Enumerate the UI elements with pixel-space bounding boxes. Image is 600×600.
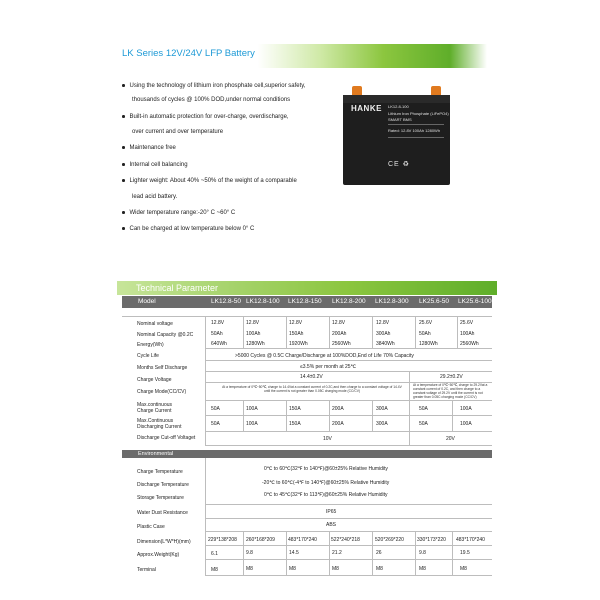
divider (286, 400, 287, 431)
row-label: Max.continuous (137, 402, 173, 408)
row-label: Max.Continuous (137, 418, 174, 424)
cell: 12.8V (289, 320, 303, 326)
feature-item: Maintenance free (122, 145, 176, 152)
divider (205, 371, 492, 372)
battery-brand-logo: HANKE (351, 104, 382, 113)
battery-spec: Rated: 12.8V 100Ah 1280Wh (388, 128, 441, 133)
cell: 483*170*240 (456, 537, 485, 543)
row-label: Charge Current (137, 408, 172, 414)
feature-item: Using the technology of lithium iron phosphate cell,superior safety, (122, 83, 306, 90)
cell: M8 (419, 566, 426, 572)
divider (122, 316, 492, 317)
cell: 9.8 (419, 550, 426, 556)
battery-divider (388, 124, 444, 125)
divider (372, 400, 373, 431)
cell: 330*173*220 (417, 537, 446, 543)
cell: 150A (289, 406, 301, 412)
row-label: Charge Mode(CC/CV) (137, 389, 187, 395)
water-dust-value: IP65 (326, 509, 337, 515)
cell: 520*269*220 (375, 537, 404, 543)
row-label: Water Dust Resistance (137, 510, 188, 516)
page-title: LK Series 12V/24V LFP Battery (122, 48, 255, 59)
feature-item: Built-in automatic protection for over-charge, overdischarge, (122, 114, 289, 121)
terminal-negative-icon (431, 86, 441, 95)
cell: 100A (460, 421, 472, 427)
cell: 50A (211, 406, 220, 412)
divider (205, 348, 492, 349)
cell: 100A (246, 406, 258, 412)
cell: 12.8V (211, 320, 225, 326)
cell: M8 (211, 567, 218, 573)
cutoff-24: 20V (446, 436, 455, 442)
divider (409, 371, 410, 446)
cell: 25.6V (460, 320, 474, 326)
cell: 9.8 (246, 550, 253, 556)
cell: 1280Wh (246, 341, 265, 347)
model-header-row (122, 296, 492, 308)
bullet-icon (122, 115, 125, 118)
row-label: Months Self Discharge (137, 365, 188, 371)
divider (205, 531, 492, 532)
divider (329, 531, 330, 576)
charge-voltage-24: 29.2±0.2V (440, 374, 463, 380)
divider (329, 316, 330, 348)
cell: 300A (376, 421, 388, 427)
row-label: Energy(Wh) (137, 342, 164, 348)
model-col: LK12.8-150 (288, 297, 322, 305)
plastic-case-value: ABS (326, 522, 337, 528)
cell: 6.1 (211, 551, 218, 557)
cell: M8 (289, 566, 296, 572)
divider (243, 316, 244, 348)
divider (205, 316, 206, 446)
cell: 12.8V (332, 320, 346, 326)
feature-item-cont: thousands of cycles @ 100% DOD,under normal conditions (132, 97, 291, 103)
cell: M8 (332, 566, 339, 572)
divider (415, 531, 416, 576)
divider (372, 316, 373, 348)
divider (205, 415, 492, 416)
cell: 1280Wh (419, 341, 438, 347)
model-col: LK12.8-50 (211, 297, 241, 305)
feature-item: Can be charged at low temperature below 0° C (122, 226, 254, 233)
divider (286, 316, 287, 348)
divider (205, 360, 492, 361)
row-label: Charge Voltage (137, 377, 172, 383)
battery-feature: SMART BMS (388, 117, 412, 122)
self-discharge-value: ≤3.5% per month at 25℃ (300, 364, 357, 370)
bullet-icon (122, 163, 125, 166)
row-label: Nominal voltage (137, 321, 173, 327)
row-label: Charge Temperature (137, 469, 183, 475)
cell: 3840Wh (376, 341, 395, 347)
cell: 19.5 (460, 550, 470, 556)
divider (205, 504, 492, 505)
battery-model-label: LK12.8-100 (388, 104, 409, 109)
cell: 50Ah (419, 331, 431, 337)
cell: 150Ah (289, 331, 304, 337)
cycle-life-value: >5000 Cycles @ 0.5C Charge/Discharge at 100%DOD,End of Life 70% Capacity (235, 353, 414, 359)
cell: 25.6V (419, 320, 433, 326)
env-header (122, 450, 492, 458)
cell: M8 (376, 566, 383, 572)
model-col: LK12.8-100 (246, 297, 280, 305)
cell: 100A (460, 406, 472, 412)
divider (452, 531, 453, 576)
model-col: LK12.8-200 (332, 297, 366, 305)
divider (329, 400, 330, 431)
feature-item: Internal cell balancing (122, 162, 188, 169)
cell: 12.8V (376, 320, 390, 326)
divider (205, 575, 492, 576)
row-label: Terminal (137, 567, 156, 573)
row-label: Storage Temperature (137, 495, 184, 501)
cell: M8 (246, 566, 253, 572)
cell: 229*138*208 (208, 537, 237, 543)
cell: M8 (460, 566, 467, 572)
cell: 50A (419, 406, 428, 412)
charge-temp-value: 0℃ to 60℃(32℉ to 140℉)@60±25% Relative Humidity (264, 466, 388, 472)
cutoff-12: 10V (323, 436, 332, 442)
model-col: LK25.6-50 (419, 297, 449, 305)
cell: 1920Wh (289, 341, 308, 347)
cell: 50Ah (211, 331, 223, 337)
cell: 21.2 (332, 550, 342, 556)
cell: 26 (376, 550, 382, 556)
feature-item: Wider temperature range:-20° C ~60° C (122, 210, 235, 217)
cell: 200A (332, 406, 344, 412)
bullet-icon (122, 179, 125, 182)
env-title: Environmental (138, 450, 174, 457)
cell: 100Ah (460, 331, 475, 337)
model-label: Model (138, 297, 156, 305)
cell: 50A (419, 421, 428, 427)
charge-mode-12: At a temperature of 0℃~50℃, charge to 14.4Vat a constant current of 0.2C,and then charge to a constant voltage of 14.4V until the current is not greater than 0.05C charging mode (CC/CV) (222, 385, 402, 393)
battery-cert-marks: CE ♻ (388, 161, 410, 168)
divider (205, 431, 492, 432)
storage-temp-value: 0℃ to 45℃(32℉ to 113℉)@60±25% Relative Humidity (264, 492, 388, 498)
tech-title: Technical Parameter (136, 283, 219, 293)
bullet-icon (122, 146, 125, 149)
cell: 300A (376, 406, 388, 412)
cell: 12.8V (246, 320, 260, 326)
bullet-icon (122, 227, 125, 230)
cell: 200Ah (332, 331, 347, 337)
row-label: Dimension(L*W*H)(mm) (137, 539, 191, 545)
row-label: Cycle Life (137, 353, 159, 359)
divider (205, 545, 492, 546)
divider (205, 445, 492, 446)
battery-lid (343, 95, 450, 103)
cell: 100Ah (246, 331, 261, 337)
divider (243, 400, 244, 431)
feature-item-cont: lead acid battery. (132, 194, 178, 200)
feature-item: Lighter weight: About 40% ~50% of the weight of a comparable (122, 178, 297, 185)
cell: 640Wh (211, 341, 227, 347)
cell: 200A (332, 421, 344, 427)
row-label: Discharge Cut-off Voltaget (137, 435, 196, 441)
feature-item-cont: over current and over temperature (132, 129, 224, 135)
cell: 2560Wh (332, 341, 351, 347)
divider (372, 531, 373, 576)
divider (205, 400, 492, 401)
divider (452, 400, 453, 431)
cell: 50A (211, 421, 220, 427)
discharge-temp-value: -20℃ to 60℃(-4℉ to 140℉)@60±25% Relative Humidity (262, 480, 390, 486)
divider (205, 518, 492, 519)
divider (243, 531, 244, 576)
terminal-positive-icon (352, 86, 362, 95)
row-label: Approx.Weight(Kg) (137, 552, 180, 558)
cell: 14.5 (289, 550, 299, 556)
cell: 300Ah (376, 331, 391, 337)
cell: 150A (289, 421, 301, 427)
divider (286, 531, 287, 576)
cell: 2560Wh (460, 341, 479, 347)
cell: 100A (246, 421, 258, 427)
battery-subtitle: Lithium Iron Phosphate (LiFePO4) (388, 111, 449, 116)
cell: 483*170*240 (288, 537, 317, 543)
battery-divider (388, 137, 444, 138)
bullet-icon (122, 211, 125, 214)
charge-mode-24: At a temperature of 0℃~50℃, charge to 29.2Vat a constant current of 0.2C, and then charge to a constant voltage of 29.2V until the current is not greater than 0.05C charging mode (CC/CV) (413, 383, 488, 399)
model-col: LK12.8-300 (375, 297, 409, 305)
cell: 522*240*218 (331, 537, 360, 543)
cell: 260*168*209 (246, 537, 275, 543)
divider (415, 316, 416, 348)
row-label: Plastic Case (137, 524, 165, 530)
row-label: Discharging Current (137, 424, 182, 430)
model-col: LK25.6-100 (458, 297, 492, 305)
charge-voltage-12: 14.4±0.2V (300, 374, 323, 380)
divider (205, 559, 492, 560)
divider (205, 458, 206, 576)
bullet-icon (122, 84, 125, 87)
row-label: Discharge Temperature (137, 482, 189, 488)
row-label: Nominal Capacity @0.2C (137, 332, 194, 338)
divider (457, 316, 458, 348)
